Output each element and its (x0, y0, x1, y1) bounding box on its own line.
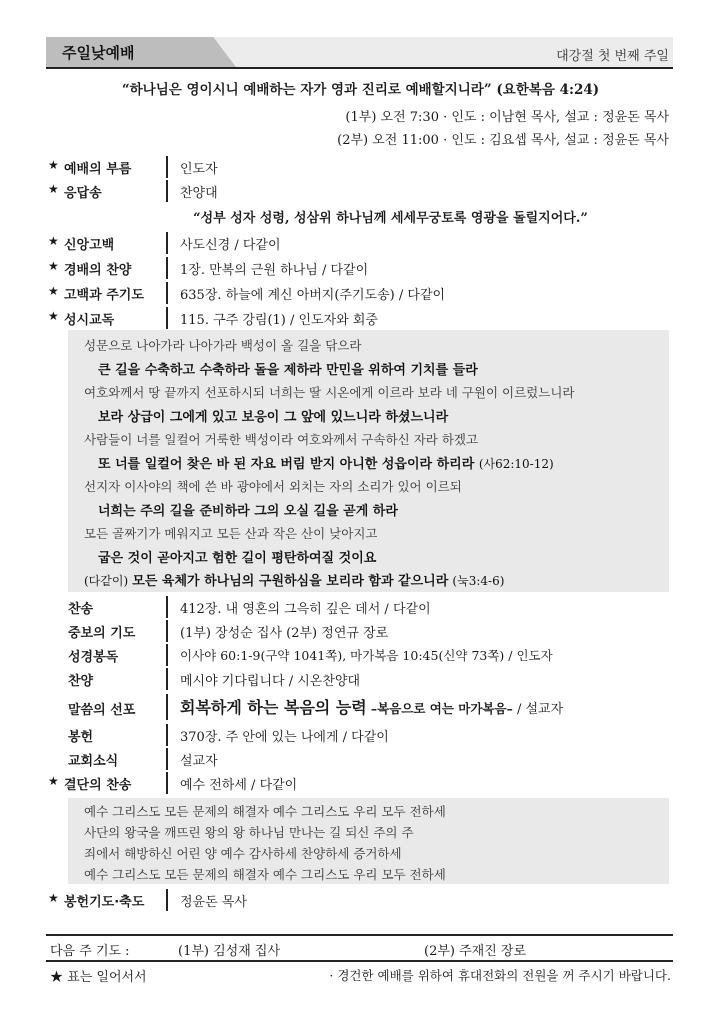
row-divider (166, 644, 168, 666)
order-label: 성시교독 (64, 313, 115, 328)
order-label: 응답송 (64, 186, 102, 201)
order-value: 1장. 만복의 근원 하나님 / 다같이 (180, 263, 369, 278)
order-row (48, 668, 673, 690)
row-divider (166, 232, 168, 254)
reading-line: 모든 골짜기가 메워지고 모든 산과 작은 산이 낮아지고 (84, 526, 378, 541)
order-row (48, 307, 673, 329)
scripture-reference: (눅3:4-6) (452, 574, 505, 588)
lyric-line: 죄에서 해방하신 어린 양 예수 감사하세 찬양하세 증거하세 (84, 846, 402, 861)
order-value: 메시야 기다립니다 / 시온찬양대 (180, 674, 361, 689)
row-divider (166, 668, 168, 690)
reading-line: 성문으로 나아가라 나아가라 백성이 올 길을 닦으라 (84, 338, 362, 353)
stand-star-icon: ★ (48, 234, 59, 248)
order-value: 정윤돈 목사 (180, 895, 247, 910)
next-week-label: 다음 주 기도 : (50, 944, 130, 959)
stand-star-icon: ★ (48, 309, 59, 323)
reading-line: 큰 길을 수축하고 수축하라 돌을 제하라 만민을 위하여 기치를 들라 (98, 363, 478, 378)
row-divider (166, 257, 168, 279)
reading-line (98, 453, 554, 472)
order-row (48, 282, 673, 304)
order-label: 고백과 주기도 (64, 288, 144, 303)
row-divider (166, 748, 168, 770)
order-label: 예배의 부름 (64, 162, 132, 177)
row-divider (166, 596, 168, 618)
order-label: 말씀의 선포 (68, 703, 136, 718)
sermon-subtitle: –복음으로 여는 마가복음– (370, 701, 513, 716)
lyric-line: 예수 그리스도 모든 문제의 해결자 예수 그리스도 우리 모두 전하세 (84, 867, 446, 882)
stand-star-icon: ★ (48, 891, 59, 905)
order-row (48, 232, 673, 254)
stand-star-icon: ★ (48, 158, 59, 172)
order-label: 신앙고백 (64, 238, 115, 253)
reading-line: 사람들이 너를 일컬어 거룩한 백성이라 여호와께서 구속하신 자라 하겠고 (84, 432, 479, 447)
header-subtitle: 대강절 첫 번째 주일 (556, 49, 669, 64)
order-row (48, 644, 673, 666)
stand-star-icon: ★ (48, 774, 59, 788)
reading-text: 또 너를 일컬어 찾은 바 된 자요 버림 받지 아니한 성읍이라 하리라 (98, 457, 475, 472)
page-title: 주일낮예배 (62, 44, 135, 62)
row-divider (166, 694, 168, 720)
order-row (48, 772, 673, 794)
order-row (48, 889, 673, 911)
reading-line: 여호와께서 땅 끝까지 선포하시되 너희는 딸 시온에게 이르라 보라 네 구원이 이르렀느니라 (84, 385, 575, 400)
order-value: 635장. 하늘에 계신 아버지(주기도송) / 다같이 (180, 288, 446, 303)
doxology: “성부 성자 성령, 성삼위 하나님께 세세무궁토록 영광을 돌릴지어다.” (193, 211, 588, 226)
header-divider (46, 67, 673, 69)
reading-prefix: (다같이) (84, 574, 129, 588)
order-value: 370장. 주 안에 있는 나에게 / 다같이 (180, 730, 389, 745)
order-label: 중보의 기도 (68, 626, 136, 641)
stand-star-icon: ★ (48, 259, 59, 273)
reading-text: 모든 육체가 하나님의 구원하심을 보리라 함과 같으니라 (132, 574, 449, 589)
order-row (48, 748, 673, 770)
order-label: 봉헌 (68, 730, 94, 745)
reading-line: 보라 상급이 그에게 있고 보응이 그 앞에 있느니라 하셨느니라 (98, 410, 449, 425)
stand-note: ★ 표는 일어서서 (50, 970, 147, 985)
scripture-reference: (사62:10-12) (478, 457, 554, 471)
order-row (48, 156, 673, 178)
stand-star-icon: ★ (48, 284, 59, 298)
theme-verse: “하나님은 영이시니 예배하는 자가 영과 진리로 예배할지니라” (요한복음 4:24) (121, 82, 600, 98)
phone-notice: · 경건한 예배를 위하여 휴대전화의 전원을 꺼 주시기 바랍니다. (329, 968, 671, 983)
order-row (48, 724, 673, 746)
lyric-line: 예수 그리스도 모든 문제의 해결자 예수 그리스도 우리 모두 전하세 (84, 804, 446, 819)
order-row (48, 180, 673, 202)
next-week-first: (1부) 김성재 집사 (178, 944, 281, 959)
order-value: 설교자 (180, 754, 218, 769)
stand-star-icon: ★ (48, 182, 59, 196)
row-divider (166, 620, 168, 642)
schedule-second: (2부) 오전 11:00 · 인도 : 김요셉 목사, 설교 : 정윤돈 목사 (337, 133, 669, 148)
order-value: 예수 전하세 / 다같이 (180, 778, 298, 793)
schedule-first: (1부) 오전 7:30 · 인도 : 이남현 목사, 설교 : 정윤돈 목사 (345, 110, 669, 125)
sermon-value (180, 695, 563, 718)
order-label: 찬송 (68, 602, 94, 617)
row-divider (166, 156, 168, 178)
order-value: 찬양대 (180, 186, 218, 201)
order-label: 찬양 (68, 674, 94, 689)
order-label: 교회소식 (68, 754, 119, 769)
row-divider (166, 772, 168, 794)
row-divider (166, 180, 168, 202)
reading-line (84, 570, 504, 589)
footer-divider (46, 960, 673, 962)
reading-line: 굽은 것이 곧아지고 험한 길이 평탄하여질 것이요 (98, 551, 377, 566)
row-divider (166, 889, 168, 911)
order-label: 성경봉독 (68, 650, 119, 665)
order-value: 인도자 (180, 162, 218, 177)
order-value: 사도신경 / 다같이 (180, 238, 281, 253)
row-divider (166, 282, 168, 304)
lyric-line: 사단의 왕국을 깨뜨린 왕의 왕 하나님 만나는 길 되신 주의 주 (84, 825, 414, 840)
order-label: 경배의 찬양 (64, 263, 132, 278)
order-value: 115. 구주 강림(1) / 인도자와 회중 (180, 313, 378, 328)
order-value: 412장. 내 영혼의 그윽히 깊은 데서 / 다같이 (180, 602, 431, 617)
row-divider (166, 724, 168, 746)
order-row (48, 620, 673, 642)
next-week-second: (2부) 주재진 장로 (424, 944, 527, 959)
reading-line: 너희는 주의 길을 준비하라 그의 오실 길을 곧게 하라 (98, 504, 398, 519)
footer-divider (46, 934, 673, 936)
order-value: (1부) 장성순 집사 (2부) 정연규 장로 (180, 626, 389, 641)
row-divider (166, 307, 168, 329)
sermon-title: 회복하게 하는 복음의 능력 (180, 698, 367, 717)
order-label: 결단의 찬송 (64, 778, 132, 793)
reading-line: 선지자 이사야의 책에 쓴 바 광야에서 외치는 자의 소리가 있어 이르되 (84, 479, 462, 494)
order-row (48, 596, 673, 618)
order-label: 봉헌기도·축도 (64, 895, 145, 910)
order-value: 이사야 60:1-9(구약 1041쪽), 마가복음 10:45(신약 73쪽) / 인도자 (180, 648, 553, 663)
order-row (48, 257, 673, 279)
sermon-row (48, 694, 673, 720)
sermon-preacher: / 설교자 (512, 702, 564, 717)
